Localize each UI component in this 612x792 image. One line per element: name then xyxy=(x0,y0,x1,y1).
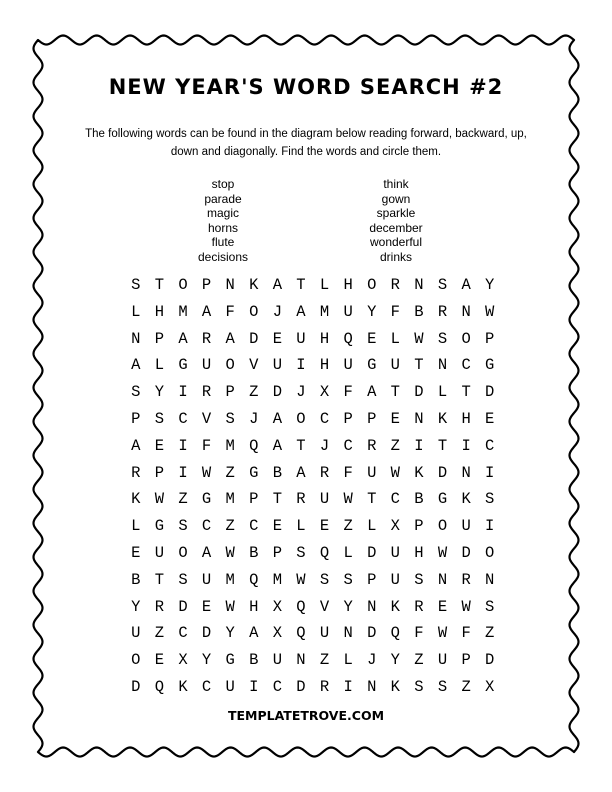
word-item: horns xyxy=(207,220,239,235)
grid-letter[interactable]: L xyxy=(131,302,141,321)
letter-grid xyxy=(124,272,502,701)
grid-letter[interactable]: A xyxy=(272,409,283,428)
grid-letter[interactable]: S xyxy=(225,409,235,428)
grid-letter[interactable]: N xyxy=(437,570,448,589)
grid-letter[interactable]: G xyxy=(485,356,495,375)
word-item: think xyxy=(383,177,409,191)
grid-letter[interactable]: M xyxy=(225,570,235,589)
grid-letter[interactable]: H xyxy=(249,597,259,616)
grid-letter[interactable]: P xyxy=(154,463,165,482)
grid-letter[interactable]: C xyxy=(343,436,353,455)
grid-letter[interactable]: F xyxy=(343,383,353,402)
grid-letter[interactable]: A xyxy=(201,302,212,321)
grid-letter[interactable]: D xyxy=(461,543,471,562)
grid-letter[interactable]: W xyxy=(154,490,165,509)
grid-letter[interactable]: Z xyxy=(249,383,259,402)
grid-letter[interactable]: T xyxy=(390,383,400,402)
grid-letter[interactable]: P xyxy=(343,409,353,428)
grid-letter[interactable]: L xyxy=(296,517,306,536)
grid-letter[interactable]: D xyxy=(437,463,448,482)
grid-letter[interactable]: N xyxy=(367,597,377,616)
grid-letter[interactable]: A xyxy=(131,356,141,375)
grid-letter[interactable]: X xyxy=(272,597,283,616)
grid-letter[interactable]: Z xyxy=(319,651,330,670)
grid-letter[interactable]: U xyxy=(390,570,400,589)
grid-letter[interactable]: F xyxy=(343,463,353,482)
grid-letter[interactable]: U xyxy=(319,624,330,643)
grid-letter[interactable]: K xyxy=(249,276,259,294)
grid-letter[interactable]: R xyxy=(319,677,330,696)
grid-letter[interactable]: X xyxy=(485,677,495,696)
grid-letter[interactable]: L xyxy=(343,543,353,562)
grid-letter[interactable]: N xyxy=(296,651,306,670)
grid-letter[interactable]: J xyxy=(249,409,259,428)
grid-letter[interactable]: Z xyxy=(390,436,400,455)
grid-letter[interactable]: D xyxy=(249,329,259,348)
word-item: gown xyxy=(381,191,411,206)
grid-letter[interactable]: E xyxy=(319,517,330,536)
grid-letter[interactable]: Y xyxy=(485,276,495,294)
grid-letter[interactable]: Z xyxy=(178,490,188,509)
grid-letter[interactable]: G xyxy=(249,463,259,482)
grid-letter[interactable]: I xyxy=(461,436,471,455)
grid-letter[interactable]: S xyxy=(319,570,330,589)
grid-letter[interactable]: N xyxy=(131,329,141,348)
grid-letter[interactable]: C xyxy=(249,517,259,536)
grid-letter[interactable]: B xyxy=(249,651,259,670)
grid-letter[interactable]: Q xyxy=(390,624,400,643)
grid-letter[interactable]: C xyxy=(272,677,283,696)
grid-letter[interactable]: E xyxy=(201,597,212,616)
word-item: flute xyxy=(211,235,235,249)
grid-letter[interactable]: S xyxy=(131,276,141,294)
grid-letter[interactable]: S xyxy=(437,677,448,696)
grid-letter[interactable]: U xyxy=(131,624,141,643)
grid-letter[interactable]: A xyxy=(296,302,306,321)
grid-letter[interactable]: W xyxy=(225,543,235,562)
grid-letter[interactable]: R xyxy=(201,329,212,348)
grid-letter[interactable]: R xyxy=(296,490,306,509)
word-item: decisions xyxy=(197,249,249,264)
grid-letter[interactable]: S xyxy=(437,276,448,294)
grid-letter[interactable]: M xyxy=(225,436,235,455)
grid-letter[interactable]: R xyxy=(201,383,212,402)
grid-letter[interactable]: P xyxy=(154,329,165,348)
grid-letter[interactable]: H xyxy=(319,356,330,375)
grid-letter[interactable]: S xyxy=(414,677,424,696)
grid-letter[interactable]: C xyxy=(201,677,212,696)
grid-letter[interactable]: E xyxy=(390,409,400,428)
grid-letter[interactable]: Q xyxy=(296,597,306,616)
grid-letter[interactable]: D xyxy=(201,624,212,643)
grid-letter[interactable]: D xyxy=(296,677,306,696)
grid-letter[interactable]: I xyxy=(343,677,353,696)
grid-letter[interactable]: F xyxy=(225,302,235,321)
grid-letter[interactable]: P xyxy=(249,490,259,509)
grid-letter[interactable]: D xyxy=(178,597,188,616)
grid-letter[interactable]: H xyxy=(343,276,353,294)
grid-letter[interactable]: L xyxy=(437,383,448,402)
grid-letter[interactable]: M xyxy=(272,570,283,589)
grid-letter[interactable]: Y xyxy=(201,651,212,670)
grid-letter[interactable]: S xyxy=(437,329,448,348)
grid-letter[interactable]: E xyxy=(154,651,165,670)
grid-letter[interactable]: Z xyxy=(414,651,424,670)
grid-letter[interactable]: I xyxy=(178,383,188,402)
grid-letter[interactable]: T xyxy=(296,436,306,455)
grid-letter[interactable]: A xyxy=(272,436,283,455)
grid-letter[interactable]: C xyxy=(319,409,330,428)
grid-letter[interactable]: Z xyxy=(485,624,495,643)
grid-letter[interactable]: Q xyxy=(154,677,165,696)
grid-letter[interactable]: Q xyxy=(249,436,259,455)
grid-letter[interactable]: I xyxy=(178,436,188,455)
grid-letter[interactable]: Q xyxy=(296,624,306,643)
grid-letter[interactable]: P xyxy=(272,543,283,562)
grid-letter[interactable]: K xyxy=(461,490,471,509)
grid-letter[interactable]: E xyxy=(272,517,283,536)
grid-letter[interactable]: L xyxy=(319,276,330,294)
grid-letter[interactable]: R xyxy=(367,436,377,455)
grid-letter[interactable]: V xyxy=(249,356,259,375)
grid-letter[interactable]: O xyxy=(461,329,471,348)
grid-letter[interactable]: F xyxy=(461,624,471,643)
grid-letter[interactable]: D xyxy=(367,624,377,643)
grid-letter[interactable]: W xyxy=(437,543,448,562)
grid-letter[interactable]: T xyxy=(272,490,283,509)
grid-letter[interactable]: X xyxy=(178,651,188,670)
grid-letter[interactable]: T xyxy=(154,276,165,294)
grid-letter[interactable]: P xyxy=(485,329,495,348)
grid-letter[interactable]: S xyxy=(178,570,188,589)
grid-letter[interactable]: B xyxy=(414,302,424,321)
grid-letter[interactable]: B xyxy=(272,463,283,482)
grid-letter[interactable]: Q xyxy=(343,329,353,348)
grid-letter[interactable]: O xyxy=(225,356,235,375)
grid-letter[interactable]: X xyxy=(272,624,283,643)
grid-letter[interactable]: O xyxy=(437,517,448,536)
grid-letter[interactable]: Y xyxy=(390,651,400,670)
grid-letter[interactable]: T xyxy=(414,356,424,375)
grid-letter[interactable]: L xyxy=(154,356,165,375)
grid-letter[interactable]: V xyxy=(201,409,212,428)
grid-letter[interactable]: T xyxy=(437,436,448,455)
grid-letter[interactable]: S xyxy=(131,383,141,402)
grid-letter[interactable]: R xyxy=(414,597,424,616)
grid-letter[interactable]: L xyxy=(367,517,377,536)
grid-letter[interactable]: O xyxy=(178,543,188,562)
grid-letter[interactable]: J xyxy=(296,383,306,402)
word-item: december xyxy=(369,220,423,235)
grid-letter[interactable]: H xyxy=(154,302,165,321)
grid-letter[interactable]: M xyxy=(319,302,330,321)
grid-letter[interactable]: C xyxy=(461,356,471,375)
grid-letter[interactable]: K xyxy=(178,677,188,696)
grid-letter[interactable]: G xyxy=(437,490,448,509)
grid-letter[interactable]: G xyxy=(225,651,235,670)
grid-letter[interactable]: T xyxy=(367,490,377,509)
grid-letter[interactable]: R xyxy=(461,570,471,589)
grid-letter[interactable]: D xyxy=(414,383,424,402)
grid-letter[interactable]: G xyxy=(201,490,212,509)
word-item: drinks xyxy=(379,249,412,264)
grid-letter[interactable]: P xyxy=(367,570,377,589)
grid-letter[interactable]: U xyxy=(201,570,212,589)
grid-letter[interactable]: B xyxy=(414,490,424,509)
grid-letter[interactable]: U xyxy=(319,490,330,509)
grid-letter[interactable]: C xyxy=(178,409,188,428)
grid-letter[interactable]: U xyxy=(343,356,353,375)
grid-letter[interactable]: O xyxy=(178,276,188,294)
grid-letter[interactable]: E xyxy=(367,329,377,348)
grid-letter[interactable]: N xyxy=(461,302,471,321)
grid-letter[interactable]: K xyxy=(437,409,448,428)
grid-letter[interactable]: B xyxy=(249,543,259,562)
grid-letter[interactable]: S xyxy=(343,570,353,589)
grid-letter[interactable]: I xyxy=(485,463,495,482)
grid-letter[interactable]: R xyxy=(437,302,448,321)
grid-letter[interactable]: I xyxy=(296,356,306,375)
grid-letter[interactable]: A xyxy=(178,329,188,348)
grid-letter[interactable]: C xyxy=(390,490,400,509)
grid-letter[interactable]: I xyxy=(485,517,495,536)
grid-letter[interactable]: R xyxy=(390,276,400,294)
grid-letter[interactable]: P xyxy=(414,517,424,536)
grid-letter[interactable]: C xyxy=(201,517,212,536)
instructions-text: The following words can be found in the diagram below reading forward, backward, up, down and diagonally. Find the words and circle them. xyxy=(85,128,527,158)
grid-letter[interactable]: G xyxy=(367,356,377,375)
grid-letter[interactable]: H xyxy=(461,409,471,428)
grid-letter[interactable]: P xyxy=(131,409,141,428)
word-item: magic xyxy=(206,206,239,220)
grid-letter[interactable]: D xyxy=(485,383,495,402)
grid-letter[interactable]: U xyxy=(225,677,235,696)
grid-letter[interactable]: D xyxy=(485,651,495,670)
grid-letter[interactable]: N xyxy=(414,409,424,428)
grid-letter[interactable]: N xyxy=(367,677,377,696)
grid-letter[interactable]: N xyxy=(225,276,235,294)
grid-letter[interactable]: X xyxy=(319,383,330,402)
grid-letter[interactable]: N xyxy=(343,624,353,643)
grid-letter[interactable]: H xyxy=(319,329,330,348)
grid-letter[interactable]: W xyxy=(225,597,235,616)
grid-letter[interactable]: Y xyxy=(154,383,165,402)
grid-letter[interactable]: Y xyxy=(225,624,235,643)
grid-letter[interactable]: A xyxy=(272,276,283,294)
grid-letter[interactable]: A xyxy=(201,543,212,562)
grid-letter[interactable]: L xyxy=(131,517,141,536)
grid-letter[interactable]: H xyxy=(414,543,424,562)
grid-letter[interactable]: M xyxy=(225,490,235,509)
grid-letter[interactable]: L xyxy=(390,329,400,348)
grid-letter[interactable]: U xyxy=(343,302,353,321)
grid-letter[interactable]: D xyxy=(367,543,377,562)
grid-letter[interactable]: U xyxy=(390,356,400,375)
grid-letter[interactable]: Z xyxy=(154,624,165,643)
grid-letter[interactable]: A xyxy=(131,436,141,455)
grid-letter[interactable]: J xyxy=(319,436,330,455)
grid-letter[interactable]: I xyxy=(414,436,424,455)
grid-letter[interactable]: U xyxy=(272,651,283,670)
grid-letter[interactable]: Q xyxy=(319,543,330,562)
grid-letter[interactable]: S xyxy=(485,490,495,509)
grid-letter[interactable]: I xyxy=(178,463,188,482)
grid-letter[interactable]: X xyxy=(390,517,400,536)
grid-letter[interactable]: Y xyxy=(367,302,377,321)
grid-letter[interactable]: P xyxy=(225,383,235,402)
grid-letter[interactable]: E xyxy=(272,329,283,348)
grid-letter[interactable]: S xyxy=(296,543,306,562)
grid-letter[interactable]: E xyxy=(437,597,448,616)
word-item: sparkle xyxy=(376,206,416,220)
grid-letter[interactable]: Q xyxy=(249,570,259,589)
grid-letter[interactable]: S xyxy=(485,597,495,616)
grid-letter[interactable]: U xyxy=(201,356,212,375)
grid-letter[interactable]: R xyxy=(154,597,165,616)
grid-letter[interactable]: U xyxy=(272,356,283,375)
grid-letter[interactable]: Y xyxy=(343,597,353,616)
grid-letter[interactable]: Z xyxy=(225,463,235,482)
grid-letter[interactable]: R xyxy=(131,463,141,482)
grid-letter[interactable]: E xyxy=(131,543,141,562)
word-list-right xyxy=(326,177,466,264)
grid-letter[interactable]: N xyxy=(414,276,424,294)
word-item: wonderful xyxy=(369,235,423,249)
word-item: stop xyxy=(211,177,235,191)
grid-letter[interactable]: I xyxy=(249,677,259,696)
grid-letter[interactable]: O xyxy=(249,302,259,321)
grid-letter[interactable]: U xyxy=(390,543,400,562)
grid-letter[interactable]: W xyxy=(437,624,448,643)
grid-letter[interactable]: R xyxy=(319,463,330,482)
grid-letter[interactable]: W xyxy=(201,463,212,482)
grid-letter[interactable]: P xyxy=(367,409,377,428)
grid-letter[interactable]: U xyxy=(437,651,448,670)
grid-letter[interactable]: C xyxy=(178,624,188,643)
word-item: parade xyxy=(204,191,242,206)
grid-letter[interactable]: U xyxy=(296,329,306,348)
word-list-left xyxy=(153,177,293,264)
grid-letter[interactable]: B xyxy=(131,570,141,589)
grid-letter[interactable]: Z xyxy=(461,677,471,696)
grid-letter[interactable]: T xyxy=(461,383,471,402)
grid-letter[interactable]: P xyxy=(461,651,471,670)
grid-letter[interactable]: W xyxy=(485,302,495,321)
grid-letter[interactable]: W xyxy=(414,329,424,348)
footer-brand: TEMPLATETROVE.COM xyxy=(227,708,385,723)
grid-letter[interactable]: U xyxy=(461,517,471,536)
grid-letter[interactable]: O xyxy=(296,409,306,428)
grid-letter[interactable]: O xyxy=(485,543,495,562)
grid-letter[interactable]: E xyxy=(154,436,165,455)
grid-letter[interactable]: W xyxy=(461,597,471,616)
grid-letter[interactable]: P xyxy=(201,276,212,294)
grid-letter[interactable]: N xyxy=(461,463,471,482)
grid-letter[interactable]: G xyxy=(154,517,165,536)
grid-letter[interactable]: T xyxy=(296,276,306,294)
grid-letter[interactable]: D xyxy=(272,383,283,402)
grid-letter[interactable]: F xyxy=(390,302,400,321)
grid-letter[interactable]: S xyxy=(178,517,188,536)
grid-letter[interactable]: Z xyxy=(225,517,235,536)
grid-letter[interactable]: S xyxy=(154,409,165,428)
grid-letter[interactable]: A xyxy=(296,463,306,482)
page-title: NEW YEAR'S WORD SEARCH #2 xyxy=(108,75,504,99)
grid-letter[interactable]: T xyxy=(154,570,165,589)
grid-letter[interactable]: E xyxy=(485,409,495,428)
grid-letter[interactable]: Y xyxy=(131,597,141,616)
grid-letter[interactable]: K xyxy=(390,677,400,696)
grid-letter[interactable]: A xyxy=(249,624,259,643)
grid-letter[interactable]: W xyxy=(390,463,400,482)
grid-letter[interactable]: L xyxy=(343,651,353,670)
grid-letter[interactable]: F xyxy=(414,624,424,643)
grid-letter[interactable]: U xyxy=(367,463,377,482)
grid-letter[interactable]: A xyxy=(367,383,377,402)
grid-letter[interactable]: V xyxy=(319,597,330,616)
grid-letter[interactable]: G xyxy=(178,356,188,375)
grid-letter[interactable]: U xyxy=(154,543,165,562)
grid-letter[interactable]: M xyxy=(178,302,188,321)
grid-letter[interactable]: K xyxy=(390,597,400,616)
grid-letter[interactable]: K xyxy=(131,490,141,509)
grid-letter[interactable]: J xyxy=(367,651,377,670)
grid-letter[interactable]: D xyxy=(131,677,141,696)
grid-letter[interactable]: W xyxy=(343,490,353,509)
grid-letter[interactable]: S xyxy=(414,570,424,589)
grid-letter[interactable]: W xyxy=(296,570,306,589)
grid-letter[interactable]: A xyxy=(461,276,471,294)
grid-letter[interactable]: J xyxy=(272,302,283,321)
grid-letter[interactable]: O xyxy=(367,276,377,294)
grid-letter[interactable]: N xyxy=(485,570,495,589)
grid-letter[interactable]: O xyxy=(131,651,141,670)
grid-letter[interactable]: F xyxy=(201,436,212,455)
grid-letter[interactable]: Z xyxy=(343,517,353,536)
grid-letter[interactable]: K xyxy=(414,463,424,482)
grid-letter[interactable]: C xyxy=(485,436,495,455)
grid-letter[interactable]: N xyxy=(437,356,448,375)
grid-letter[interactable]: A xyxy=(225,329,235,348)
